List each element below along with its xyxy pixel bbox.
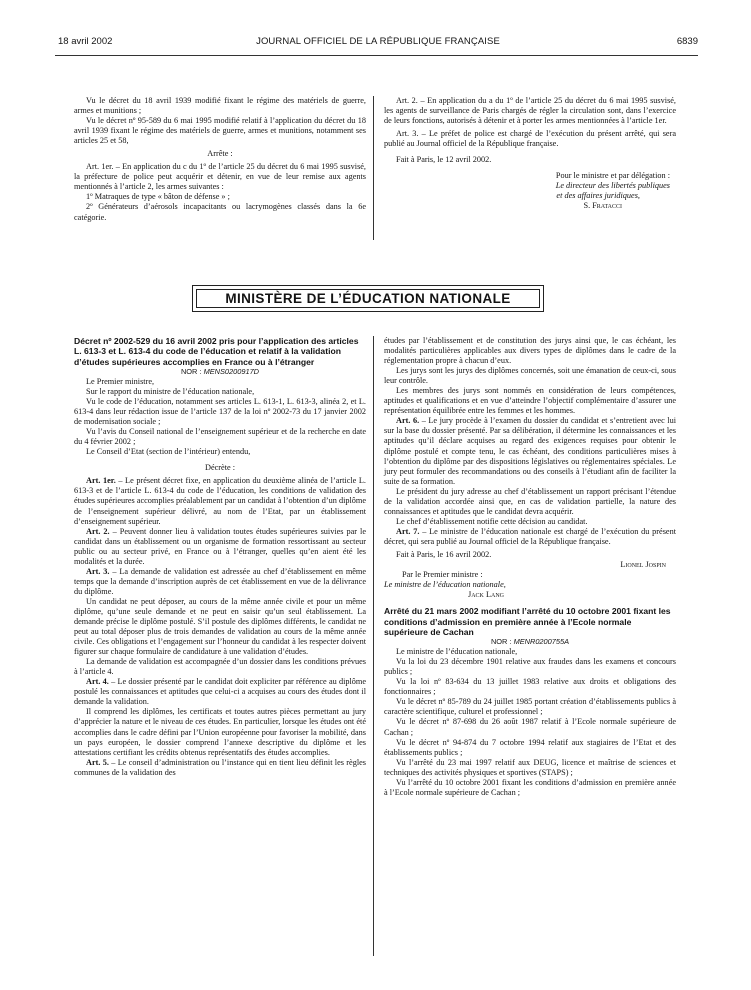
article-paragraph: Les jurys sont les jurys des diplômes concernés, soit une émanation de ceux-ci, sous leur contrôle. bbox=[384, 366, 676, 386]
signatory-title: Le directeur des libertés publiques bbox=[555, 181, 670, 191]
column-divider bbox=[373, 96, 374, 240]
delegation-line: Pour le ministre et par délégation : bbox=[555, 171, 670, 181]
visa-paragraph: Vu le code de l’éducation, notamment ses articles L. 613-1, L. 613-3, alinéa 2, et L. 613-4 dans leur rédaction issue de l’article 137 de la loi nº 2002-73 du 17 janvier 2002 de modernisation sociale ; bbox=[74, 397, 366, 427]
article-paragraph: La demande de validation est accompagnée d’un dossier dans les conditions prévues à l’article 4. bbox=[74, 657, 366, 677]
page-number: 6839 bbox=[676, 36, 698, 47]
article-paragraph: Le président du jury adresse au chef d’établissement un rapport précisant l’étendue de la validation accordée ainsi que, en cas de validation partielle, la nature des connaissances et aptitudes que le candidat devra acquérir. bbox=[384, 486, 676, 516]
issue-date: 18 avril 2002 bbox=[58, 36, 113, 47]
signatory-name: S. Fratacci bbox=[583, 201, 622, 211]
article-7: Art. 7. – Le ministre de l’éducation nationale est chargé de l’exécution du présent décret, qui sera publié au Journal officiel de la République française. bbox=[384, 526, 676, 546]
running-head bbox=[58, 36, 698, 50]
visa-paragraph: Sur le rapport du ministre de l’éducation nationale, bbox=[86, 386, 255, 396]
visa-paragraph: Vu l’avis du Conseil national de l’enseignement supérieur et de la recherche en date du 4 février 2002 ; bbox=[74, 427, 366, 447]
article-paragraph: Art. 3. – Le préfet de police est chargé de l’exécution du présent arrêté, qui sera publié au Journal officiel de la République française. bbox=[384, 129, 676, 149]
visa-paragraph: Vu l’arrêté du 23 mai 1997 relatif aux DEUG, licence et maîtrise de sciences et techniques des activités physiques et sportives (STAPS) ; bbox=[384, 757, 676, 777]
article-paragraph: Il comprend les diplômes, les certificats et toutes autres pièces permettant au jury d’apprécier la nature et le niveau de ces études. En particulier, lorsque les études ont été accomplies dans le cadre défini par l’Union européenne pour favoriser la mobilité, dans un pays européen, le dossier comprend l’annexe descriptive du diplôme et les attestations certifiant les crédits obtenus représentatifs des études accomplies. bbox=[74, 707, 366, 757]
signatory-name: Jack Lang bbox=[468, 590, 504, 600]
nor-code: MENR0200755A bbox=[513, 637, 570, 647]
visa-paragraph: Vu le décret du 18 avril 1939 modifié fixant le régime des matériels de guerre, armes et munitions ; bbox=[74, 96, 366, 116]
article-paragraph: Un candidat ne peut déposer, au cours de la même année civile et pour un même diplôme, qu’une seule demande et ne peut en saisir qu’un seul établissement. La demande précise le diplôme postulé. S’il postule des diplômes différents, le candidat ne peut au total déposer plus de trois demandes de validation au cours de la même année civile. Ces obligations et l’engagement sur l’honneur du candidat à les respecter doivent figurer sur chaque formulaire de candidature à une validation d’études. bbox=[74, 596, 366, 657]
journal-title: JOURNAL OFFICIEL DE LA RÉPUBLIQUE FRANÇAISE bbox=[256, 36, 500, 47]
decree-title: Décret nº 2002-529 du 16 avril 2002 pris pour l’application des articles L. 613-3 et L. 613-4 du code de l’éducation et relatif à la validation d’études supérieures accomplies en France ou à l’étranger bbox=[74, 336, 359, 367]
header-rule bbox=[55, 55, 698, 56]
nor-reference: NOR : MENS0200917D bbox=[180, 366, 260, 376]
bottom-right-column bbox=[384, 336, 676, 798]
visa-paragraph: Vu l’arrêté du 10 octobre 2001 fixant les conditions d’admission en première année à l’Ecole normale supérieure de Cachan ; bbox=[384, 777, 676, 797]
list-item: 2º Générateurs d’aérosols incapacitants ou lacrymogènes classés dans la 6e catégorie. bbox=[74, 202, 366, 222]
nor-code: MENS0200917D bbox=[203, 366, 260, 376]
ministry-banner bbox=[192, 285, 544, 312]
article-paragraph: études par l’établissement et de constitution des jurys ainsi que, le cas échéant, les modalités particulières applicables aux divers types de diplômes dans le cadre de la réglementation propre à chacun d’eux. bbox=[384, 336, 676, 366]
visa-paragraph: Vu le décret nº 85-789 du 24 juillet 1985 portant création d’établissements publics à caractère scientifique, culturel et professionnel ; bbox=[384, 697, 676, 717]
list-item: 1º Matraques de type « bâton de défense » ; bbox=[86, 192, 230, 202]
visa-paragraph: Le Premier ministre, bbox=[86, 376, 155, 386]
article-paragraph: Art. 2. – En application du a du 1º de l’article 25 du décret du 6 mai 1995 susvisé, les agents de surveillance de Paris chargés de régler la circulation sont, dans l’exercice de leurs fonctions, autorisés à détenir et à porter les armes mentionnées à l’article 1er. bbox=[384, 96, 676, 126]
article-4: Art. 4. – Le dossier présenté par le candidat doit expliciter par référence au diplôme postulé les connaissances et aptitudes que celui-ci a acquises au cours des études dont il demande la validation. bbox=[74, 677, 366, 707]
visa-paragraph: Le Conseil d’Etat (section de l’intérieur) entendu, bbox=[86, 447, 251, 457]
article-paragraph: Art. 1er. – En application du c du 1º de l’article 25 du décret du 6 mai 1995 susvisé, la préfecture de police peut acquérir et détenir, en vue de leur remise aux agents mentionnés à l’article 2, les armes suivantes : bbox=[74, 162, 366, 192]
top-left-column bbox=[74, 96, 366, 223]
column-divider bbox=[373, 336, 374, 956]
visa-paragraph: Vu la loi nº 83-634 du 13 juillet 1983 relative aux droits et obligations des fonctionnaires ; bbox=[384, 677, 676, 697]
signature-date: Fait à Paris, le 16 avril 2002. bbox=[396, 549, 492, 559]
delegation-line: Par le Premier ministre : bbox=[402, 570, 483, 580]
signature-date: Fait à Paris, le 12 avril 2002. bbox=[396, 155, 492, 165]
arrete-heading: Arrête : bbox=[207, 149, 233, 159]
bottom-left-column bbox=[74, 336, 366, 778]
visa-paragraph: Vu la loi du 23 décembre 1901 relative aux fraudes dans les examens et concours publics ; bbox=[384, 657, 676, 677]
article-2: Art. 2. – Peuvent donner lieu à validation toutes études supérieures suivies par le candidat dans un établissement ou un organisme de formation ressortissant au secteur public ou au secteur privé, en France ou à l’étranger, quelles qu’en aient été les modalités et la durée. bbox=[74, 526, 366, 566]
article-paragraph: Les membres des jurys sont nommés en considération de leurs compétences, aptitudes et qualifications et en vue d’atteindre l’objectif complémentaire d’assurer une représentation équilibrée entre les femmes et les hommes. bbox=[384, 386, 676, 416]
article-3: Art. 3. – La demande de validation est adressée au chef d’établissement en même temps que la demande d’inscription auprès de cet établissement en vue de la délivrance du diplôme. bbox=[74, 566, 366, 596]
visa-paragraph: Le ministre de l’éducation nationale, bbox=[396, 647, 518, 657]
visa-paragraph: Vu le décret nº 95-589 du 6 mai 1995 modifié relatif à l’application du décret du 18 avril 1939 fixant le régime des matériels de guerre, armes et munitions, notamment ses articles 25 et 58, bbox=[74, 116, 366, 146]
signatory-name: Lionel Jospin bbox=[620, 560, 666, 570]
signatory-title: Le ministre de l’éducation nationale, bbox=[384, 580, 506, 590]
nor-reference: NOR : MENR0200755A bbox=[490, 637, 570, 647]
article-6: Art. 6. – Le jury procède à l’examen du dossier du candidat et s’entretient avec lui sur la base du dossier présenté. Par sa délibération, il détermine les connaissances et les aptitudes qu’il déclare acquises au regard des exigences requises pour obtenir le diplôme postulé et compte tenu, le cas échéant, des conditions particulières mises à l’obtention du diplôme par des dispositions législatives ou réglementaires spéciales. Le jury peut formuler des recommandations ou des conseils à l’étudiant afin de faciliter la suite de sa formation. bbox=[384, 416, 677, 486]
signatory-title: et des affaires juridiques, bbox=[556, 191, 640, 201]
visa-paragraph: Vu le décret nº 87-698 du 26 août 1987 relatif à l’Ecole normale supérieure de Cachan ; bbox=[384, 717, 676, 737]
visa-paragraph: Vu le décret nº 94-874 du 7 octobre 1994 relatif aux stagiaires de l’Etat et des établissements publics ; bbox=[384, 737, 676, 757]
decrete-heading: Décrète : bbox=[205, 463, 235, 473]
ministry-title: MINISTÈRE DE L’ÉDUCATION NATIONALE bbox=[196, 289, 540, 308]
article-5: Art. 5. – Le conseil d’administration ou l’instance qui en tient lieu définit les règles communes de la validation des bbox=[74, 757, 366, 777]
article-paragraph: Le chef d’établissement notifie cette décision au candidat. bbox=[396, 516, 588, 526]
arrete-title: Arrêté du 21 mars 2002 modifiant l’arrêté du 10 octobre 2001 fixant les conditions d’admission en première année à l’Ecole normale supérieure de Cachan bbox=[384, 606, 671, 637]
article-1: Art. 1er. – Le présent décret fixe, en application du deuxième alinéa de l’article L. 613-3 et de l’article L. 613-4 du code de l’éducation, les conditions de validation des études supérieures accomplies préalablement par un candidat à l’obtention d’un diplôme de l’enseignement supérieur délivré, au nom de l’Etat, par un établissement d’enseignement supérieur. bbox=[74, 476, 366, 526]
top-right-column bbox=[384, 96, 676, 211]
